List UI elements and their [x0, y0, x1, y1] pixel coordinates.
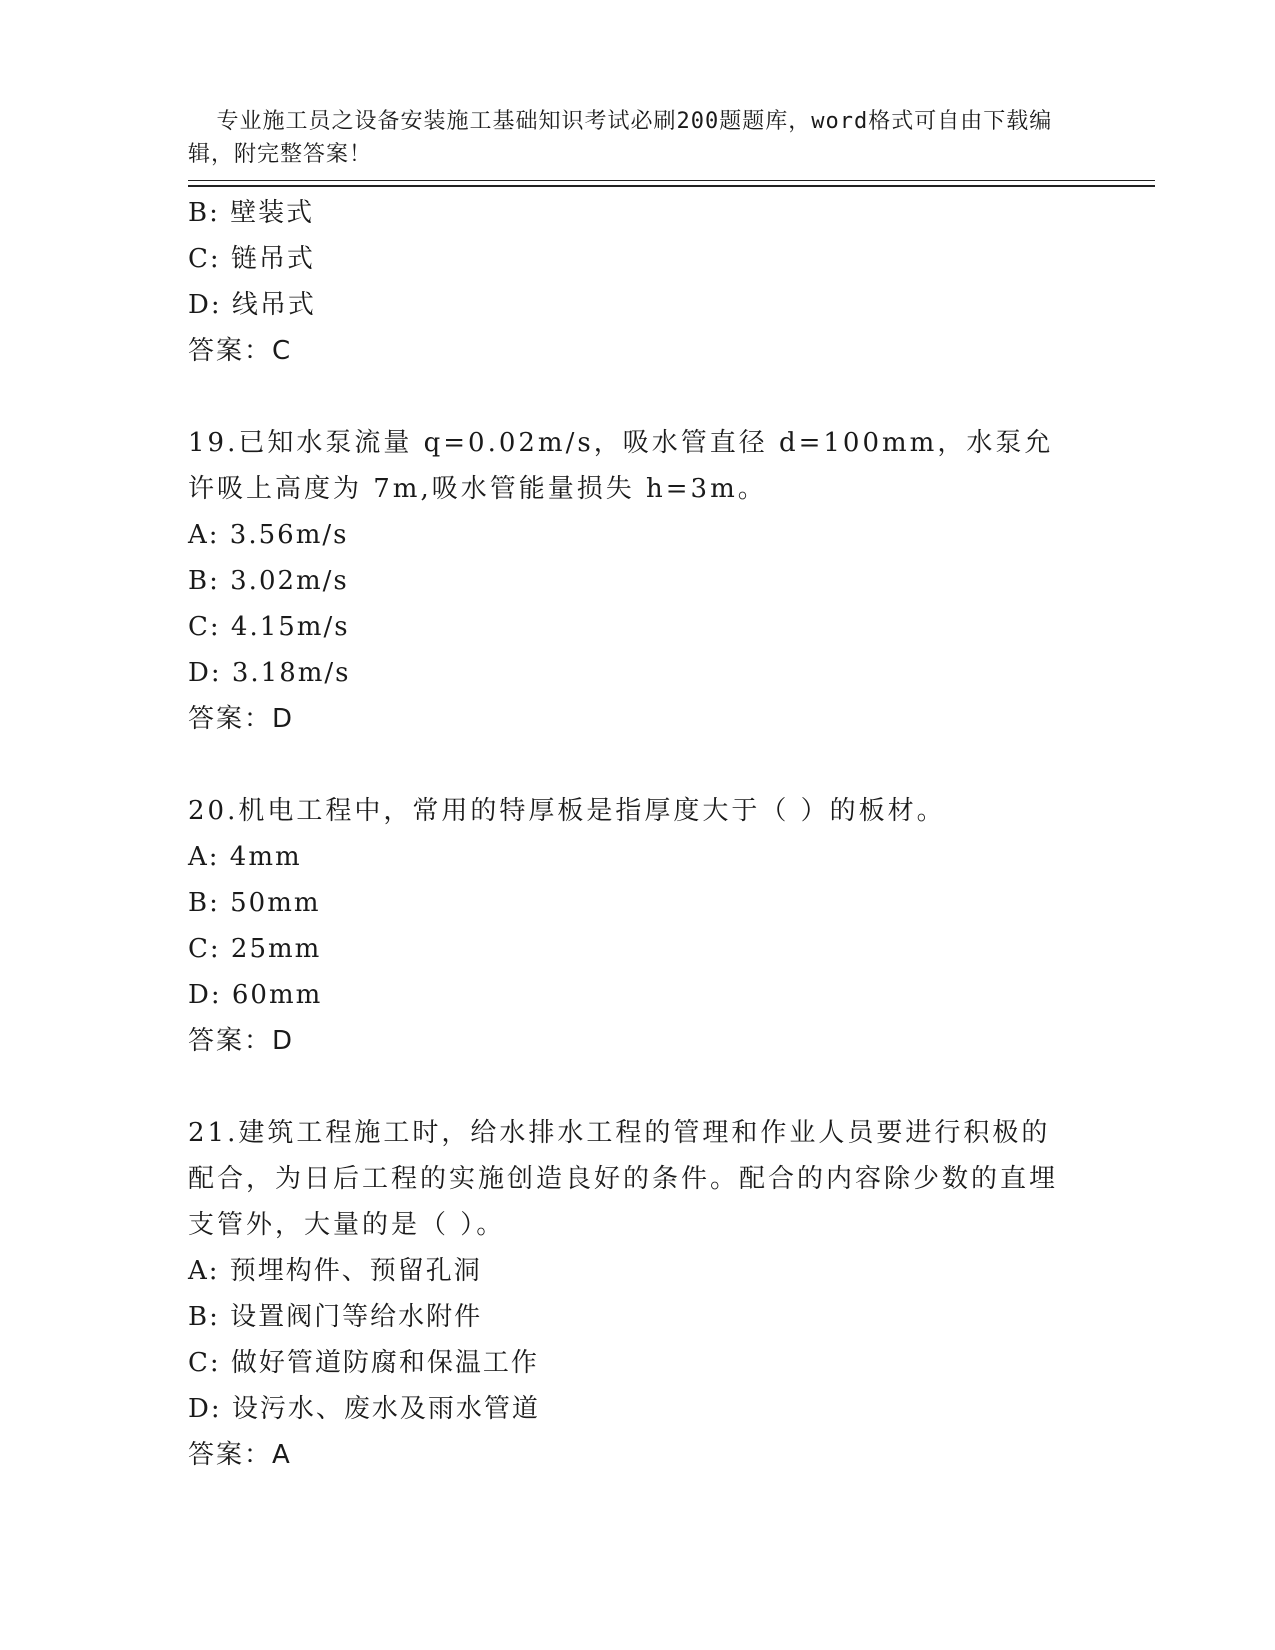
- option-b: B: 壁装式: [188, 198, 315, 228]
- option-a: A: 预埋构件、预留孔洞: [188, 1256, 482, 1286]
- option-b: B: 3.02m/s: [188, 566, 349, 596]
- option-d: D: 3.18m/s: [188, 658, 351, 688]
- answer-line: 答案：D: [188, 704, 295, 734]
- question-fragment: [188, 190, 1088, 374]
- answer-line: 答案：C: [188, 336, 293, 366]
- option-d: D: 线吊式: [188, 290, 316, 320]
- option-a: A: 3.56m/s: [188, 520, 349, 550]
- option-b: B: 50mm: [188, 888, 321, 918]
- option-c: C: 做好管道防腐和保温工作: [188, 1348, 539, 1378]
- question-list: [188, 190, 1088, 1478]
- question-19: [188, 420, 1088, 742]
- document-header: [188, 72, 1068, 171]
- header-divider-thick: [188, 185, 1155, 187]
- header-title: 专业施工员之设备安装施工基础知识考试必刷200题题库，word格式可自由下载编辑，附完整答案！: [188, 109, 1053, 167]
- option-c: C: 25mm: [188, 934, 322, 964]
- option-b: B: 设置阀门等给水附件: [188, 1302, 483, 1332]
- question-stem: 21.建筑工程施工时，给水排水工程的管理和作业人员要进行积极的配合，为日后工程的实施创造良好的条件。配合的内容除少数的直埋支管外，大量的是（ ）。: [188, 1118, 1059, 1240]
- option-a: A: 4mm: [188, 842, 302, 872]
- option-d: D: 设污水、废水及雨水管道: [188, 1394, 540, 1424]
- option-c: C: 链吊式: [188, 244, 315, 274]
- option-c: C: 4.15m/s: [188, 612, 350, 642]
- spacer: [188, 742, 1088, 788]
- answer-line: 答案：D: [188, 1026, 295, 1056]
- spacer: [188, 374, 1088, 420]
- answer-line: 答案：A: [188, 1440, 292, 1470]
- question-20: [188, 788, 1088, 1064]
- option-d: D: 60mm: [188, 980, 323, 1010]
- header-divider-thin: [188, 180, 1155, 181]
- question-21: [188, 1110, 1088, 1478]
- spacer: [188, 1064, 1088, 1110]
- question-stem: 20.机电工程中，常用的特厚板是指厚度大于（ ）的板材。: [188, 796, 946, 826]
- question-stem: 19.已知水泵流量 q=0.02m/s，吸水管直径 d=100mm，水泵允许吸上高度为 7m,吸水管能量损失 h=3m。: [188, 428, 1054, 504]
